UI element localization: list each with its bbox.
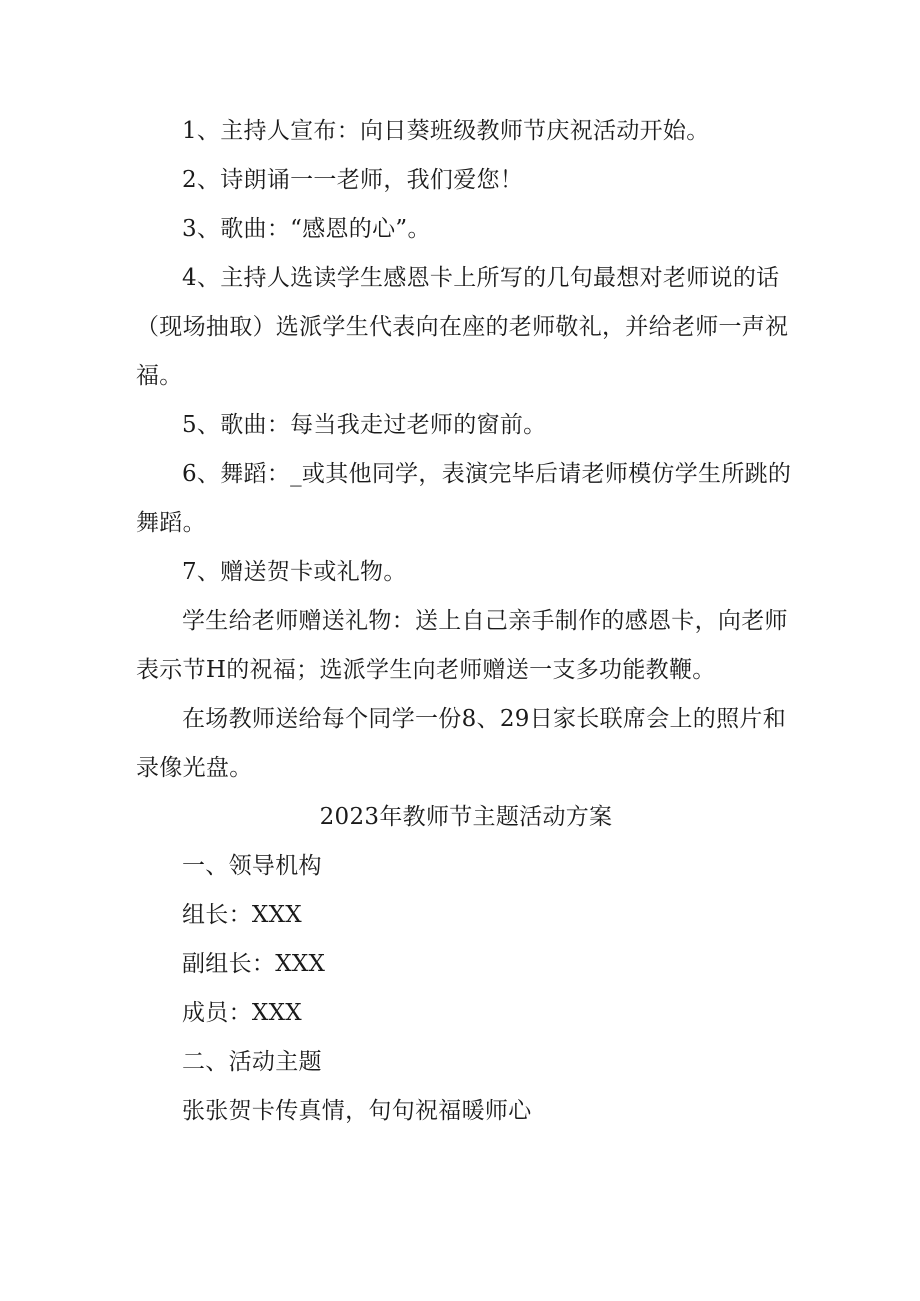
paragraph-item-1: 1、主持人宣布：向日葵班级教师节庆祝活动开始。 [182, 118, 710, 144]
paragraph-item-7: 7、赠送贺卡或礼物。 [182, 559, 407, 585]
paragraph-gifts: 学生给老师赠送礼物：送上自己亲手制作的感恩卡，向老师表示节H的祝福；选派学生向老师赠送一支多功能教鞭。 [136, 608, 788, 683]
paragraph-photos: 在场教师送给每个同学一份8、29日家长联席会上的照片和录像光盘。 [136, 706, 786, 781]
section-title: 2023年教师节主题活动方案 [319, 804, 613, 830]
heading-theme: 二、活动主题 [182, 1049, 322, 1075]
members-line: 成员：XXX [182, 1000, 302, 1026]
document-body [136, 107, 796, 1136]
theme-text: 张张贺卡传真情，句句祝福暖师心 [182, 1098, 532, 1124]
leader-line: 组长：XXX [182, 902, 302, 928]
paragraph-item-5: 5、歌曲：每当我走过老师的窗前。 [182, 412, 547, 438]
paragraph-item-6: 6、舞蹈：_或其他同学，表演完毕后请老师模仿学生所跳的舞蹈。 [136, 461, 792, 536]
deputy-leader-line: 副组长：XXX [182, 951, 326, 977]
paragraph-item-2: 2、诗朗诵一一老师，我们爱您！ [182, 167, 524, 193]
heading-leadership: 一、领导机构 [182, 853, 322, 879]
paragraph-item-4: 4、主持人选读学生感恩卡上所写的几句最想对老师说的话（现场抽取）选派学生代表向在座的老师敬礼，并给老师一声祝福。 [136, 265, 789, 389]
paragraph-item-3: 3、歌曲：“感恩的心”。 [182, 216, 431, 242]
